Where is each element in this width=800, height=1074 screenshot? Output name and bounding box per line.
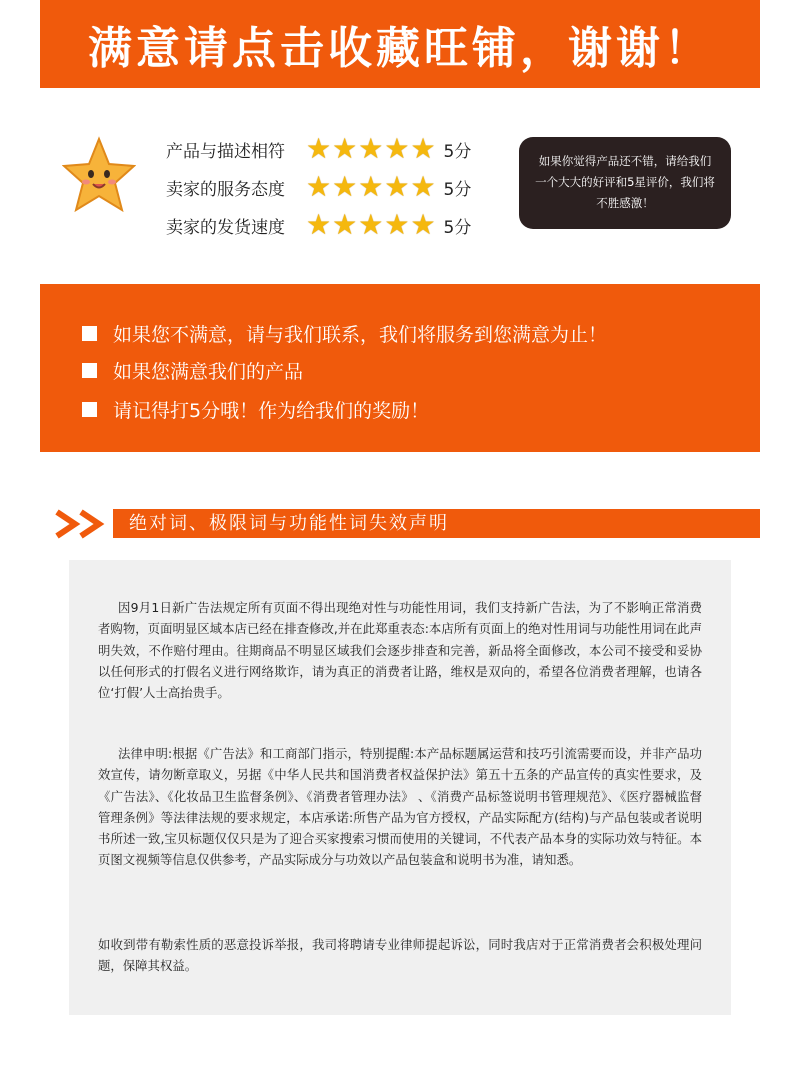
review-request-bubble: 如果你觉得产品还不错，请给我们一个大大的好评和5星评价，我们将不胜感激！ bbox=[519, 137, 731, 229]
rating-score: 5分 bbox=[443, 217, 472, 238]
satisfaction-text: 请记得打5分哦！作为给我们的奖励！ bbox=[113, 400, 430, 422]
satisfaction-line bbox=[82, 320, 607, 347]
star-icon: ★ bbox=[306, 208, 332, 241]
star-rating bbox=[306, 208, 436, 241]
double-arrow-icon bbox=[53, 504, 111, 544]
rating-list bbox=[166, 130, 471, 244]
star-rating bbox=[306, 170, 436, 203]
rating-row-service bbox=[166, 168, 471, 206]
rating-label: 产品与描述相符 bbox=[166, 141, 285, 162]
legal-paragraph: 法律申明:根据《广告法》和工商部门指示，特别提醒:本产品标题属运营和技巧引流需要而设，并非产品功效宣传，请勿断章取义，另据《中华人民共和国消费者权益保护法》第五十五条的产品宣传的真实性要求，及《广告法》、《化妆品卫生监督条例》、《消费者管理办法》 、《消费产品标签说明书管理规范》、《医疗器械监督管理条例》等法律法规的要求规定，本店承诺:所售产品为官方授权，产品实际配方(结构)与产品包装或者说明书所述一致,宝贝标题仅仅只是为了迎合买家搜索习惯而使用的关键词，不代表产品本身的实际功效与特征。本页图文视频等信息仅供参考，产品实际成分与功效以产品包装盒和说明书为准，请知悉。 bbox=[98, 746, 702, 868]
star-icon: ★ bbox=[332, 170, 358, 203]
satisfaction-line bbox=[82, 357, 303, 384]
section-title: 绝对词、极限词与功能性词失效声明 bbox=[129, 513, 449, 534]
star-icon: ★ bbox=[410, 132, 436, 165]
star-rating bbox=[306, 132, 436, 165]
rating-label: 卖家的服务态度 bbox=[166, 179, 285, 200]
star-icon: ★ bbox=[358, 132, 384, 165]
rating-row-description bbox=[166, 130, 471, 168]
star-icon: ★ bbox=[384, 170, 410, 203]
square-bullet-icon bbox=[82, 402, 97, 417]
rating-label: 卖家的发货速度 bbox=[166, 217, 285, 238]
star-icon: ★ bbox=[358, 208, 384, 241]
star-icon: ★ bbox=[384, 132, 410, 165]
star-icon: ★ bbox=[332, 208, 358, 241]
rating-score: 5分 bbox=[443, 141, 472, 162]
rating-score: 5分 bbox=[443, 179, 472, 200]
square-bullet-icon bbox=[82, 326, 97, 341]
star-mascot-icon bbox=[62, 136, 136, 216]
top-banner bbox=[40, 0, 760, 88]
star-icon: ★ bbox=[358, 170, 384, 203]
star-icon: ★ bbox=[384, 208, 410, 241]
star-icon: ★ bbox=[410, 170, 436, 203]
satisfaction-line bbox=[82, 396, 429, 423]
satisfaction-text: 如果您不满意，请与我们联系，我们将服务到您满意为止！ bbox=[113, 324, 608, 346]
rating-row-shipping bbox=[166, 206, 471, 244]
section-header bbox=[113, 509, 760, 538]
star-icon: ★ bbox=[410, 208, 436, 241]
statement-paragraph: 因9月1日新广告法规定所有页面不得出现绝对性与功能性用词，我们支持新广告法，为了不影响正常消费者购物，页面明显区域本店已经在排查修改,并在此郑重表态:本店所有页面上的绝对性用词与功能性用词在此声明失效，不作赔付理由。往期商品不明显区域我们会逐步排查和完善，新品将全面修改，本公司不接受和妥协以任何形式的打假名义进行网络欺诈，请为真正的消费者让路，维权是双向的，希望各位消费者理解，也请各位‘打假’人士高抬贵手。 bbox=[98, 600, 702, 701]
star-icon: ★ bbox=[332, 132, 358, 165]
square-bullet-icon bbox=[82, 363, 97, 378]
banner-text: 满意请点击收藏旺铺，谢谢！ bbox=[88, 23, 712, 74]
star-icon: ★ bbox=[306, 170, 332, 203]
satisfaction-text: 如果您满意我们的产品 bbox=[113, 361, 304, 383]
complaint-paragraph: 如收到带有勒索性质的恶意投诉举报，我司将聘请专业律师提起诉讼，同时我店对于正常消费者会积极处理问题，保障其权益。 bbox=[98, 937, 702, 974]
star-icon: ★ bbox=[306, 132, 332, 165]
